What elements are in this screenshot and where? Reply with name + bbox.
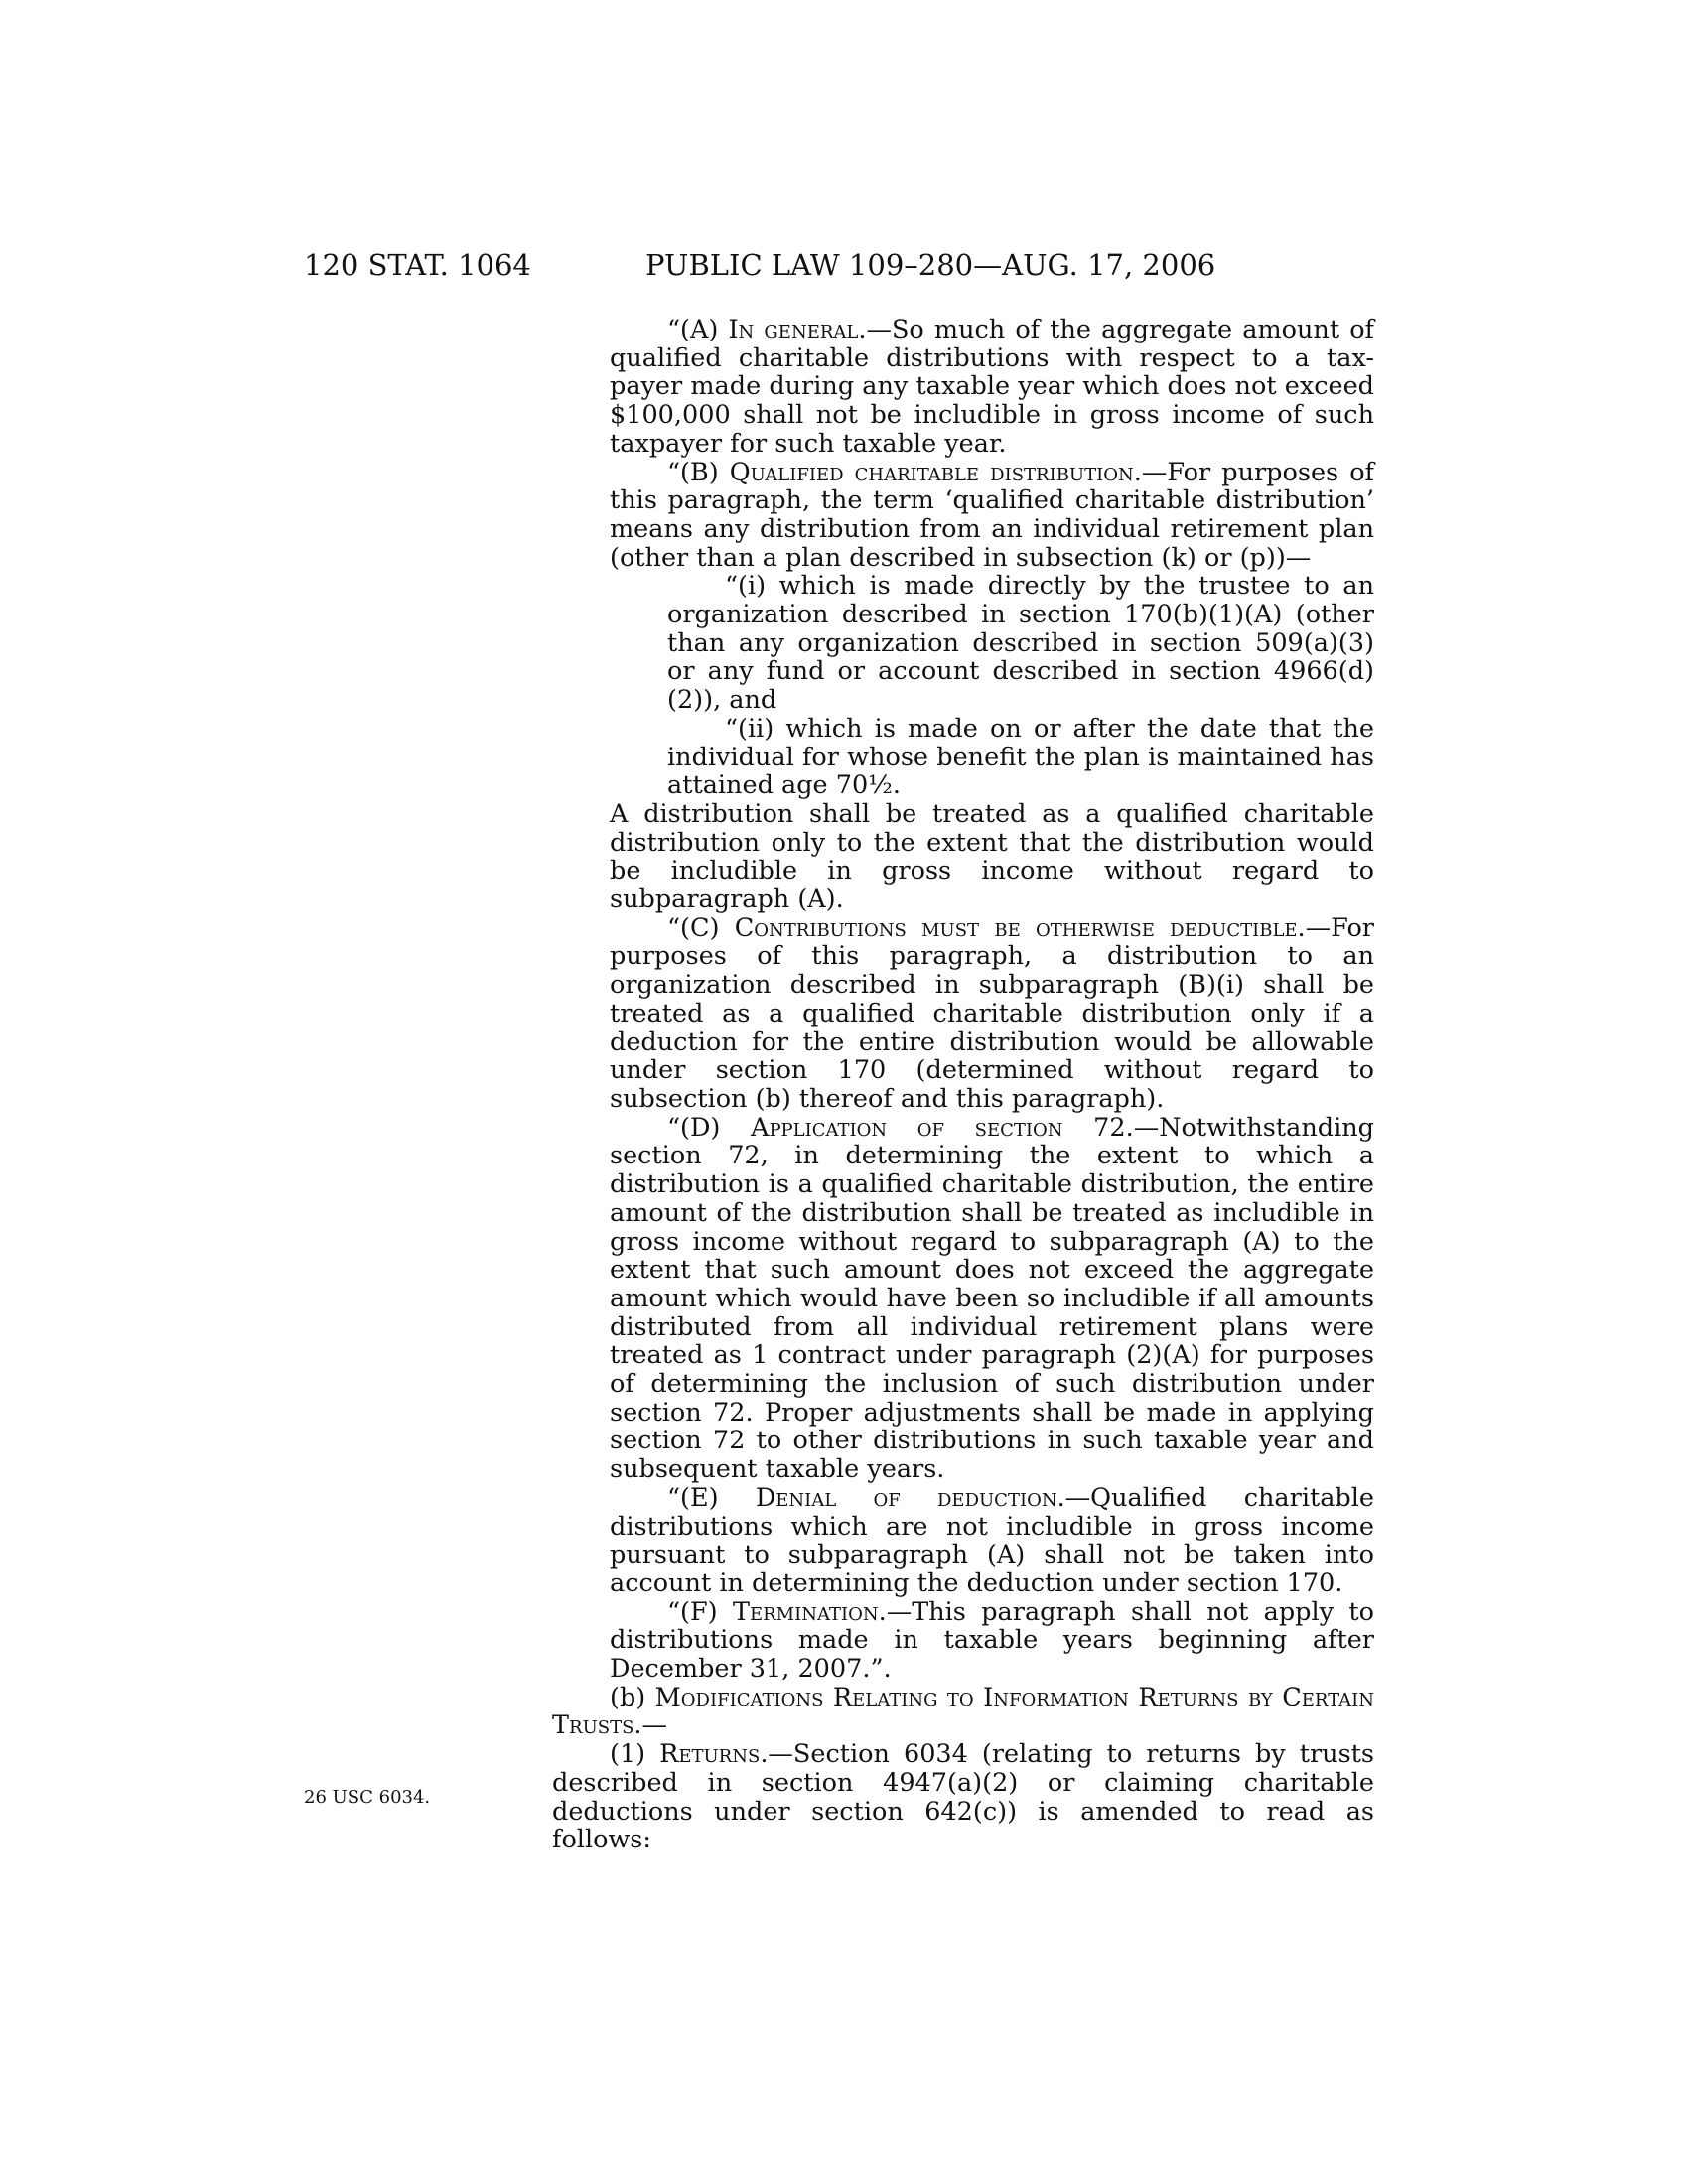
subparagraph-f-label: “(F) T [667, 1596, 750, 1627]
subsection-b-heading-5: nformation [993, 1682, 1129, 1712]
subsection-b-heading-9: ertain [1301, 1682, 1374, 1712]
page-stat-citation: 120 STAT. 1064 [304, 248, 531, 282]
margin-note-usc: 26 USC 6034. [304, 1787, 431, 1808]
subparagraph-c [610, 914, 1374, 1114]
subsection-b [552, 1684, 1374, 1740]
clause-ii: “(ii) which is made on or after the date that the individual for whose benefit the plan is maintained has attained age 70½. [667, 713, 1374, 801]
subsection-b-label: (b) M [610, 1682, 681, 1712]
subparagraph-f [610, 1598, 1374, 1684]
clause-i: “(i) which is made directly by the trustee to an organization described in section 170(b)(1)(A) (other than any organization described in section 509(a)(3) or any fund or account described in section 4966(d)(2)), and [667, 571, 1374, 716]
subparagraph-e [610, 1484, 1374, 1598]
paragraph-1-heading: eturns [678, 1739, 761, 1770]
subparagraph-b-label: “(B) Q [667, 457, 751, 487]
subparagraph-f-text: .—This paragraph shall not apply to distributions made in taxable years beginning after December 31, 2007.”. [610, 1596, 1375, 1685]
statute-body [552, 315, 1375, 1855]
subsection-b-heading-8: C [1272, 1682, 1302, 1712]
subsection-b-heading-10: T [552, 1710, 570, 1741]
subparagraph-c-text: .—For purposes of this paragraph, a distribution to an organization described in subparagraph (B)(i) shall be treated as a qualified charitable distribution only if a deduction for the entire distribution would be allowable under section 170 (determined without regard to subsection (b) thereof and this paragraph). [610, 912, 1374, 1114]
subparagraph-b-heading: ualified charitable distribution [750, 457, 1134, 487]
subsection-b-heading-6: R [1128, 1682, 1158, 1712]
subparagraph-a-text: .—So much of the aggregate amount of qualified charitable distributions with respect to a tax-payer made during any taxable year which does not exceed $100,000 shall not be includible in gross income of such taxpayer for such taxable year. [610, 315, 1374, 459]
subsection-b-heading-3: elating to [852, 1682, 974, 1712]
running-header-law: PUBLIC LAW 109–280—AUG. 17, 2006 [645, 248, 1216, 282]
subsection-b-heading-12: .— [633, 1710, 668, 1741]
subparagraph-a-label: “(A) I [667, 315, 739, 344]
subparagraph-e-label: “(E) D [667, 1482, 776, 1513]
subparagraph-a [610, 316, 1374, 459]
paragraph-1-returns [552, 1740, 1374, 1854]
paragraph-1-text: .—Section 6034 (relating to returns by trusts described in section 4947(a)(2) or claiming charitable deductions under section 642(c)) is amended to read as follows: [552, 1739, 1374, 1855]
subparagraph-d-heading: pplication of section [769, 1112, 1063, 1143]
subsection-b-heading-2: R [823, 1682, 853, 1712]
subparagraph-d-label: “(D) A [667, 1112, 770, 1143]
subparagraph-d-text: 72.—Notwithstanding section 72, in determining the extent to which a distribution is a qualified charitable distribution, the entire amount of the distribution shall be treated as includible in gross income without regard to subparagraph (A) to the extent that such amount does not exceed the aggregate amount which would have been so includible if all amounts distributed from all individual retirement plans were treated as 1 contract under paragraph (2)(A) for purposes of determining the inclusion of such distribution under section 72. Proper adjustments shall be made in applying section 72 to other distributions in such taxable year and subsequent taxable years. [610, 1112, 1374, 1485]
subparagraph-b-text: .—For purposes of this paragraph, the term ‘qualified charitable distribution’ means any distribution from an individual retirement plan (other than a plan described in subsection (k) or (p))— [610, 457, 1374, 573]
flush-language: A distribution shall be treated as a qualified charitable distribution only to the extent that the distribution would be includible in gross income without regard to subparagraph (A). [610, 798, 1374, 915]
subparagraph-d [610, 1114, 1374, 1484]
subsection-b-heading-7: eturns by [1157, 1682, 1273, 1712]
subparagraph-e-heading: enial of deduction [775, 1482, 1057, 1513]
subparagraph-c-heading: ontributions must be otherwise deductible [754, 912, 1298, 943]
subsection-b-heading-11: rusts [569, 1710, 634, 1741]
subsection-b-heading-1: odifications [680, 1682, 824, 1712]
subparagraph-f-heading: ermination [749, 1596, 879, 1627]
subparagraph-c-label: “(C) C [667, 912, 755, 943]
paragraph-1-label: (1) R [610, 1739, 679, 1770]
subsection-b-heading-4: I [973, 1682, 994, 1712]
subparagraph-a-heading: n general [738, 315, 859, 344]
subparagraph-b [610, 459, 1374, 573]
subparagraph-e-text: .—Qualified charitable distributions which are not includible in gross income pursuant to subparagraph (A) shall not be taken into account in determining the deduction under section 170. [610, 1482, 1374, 1598]
